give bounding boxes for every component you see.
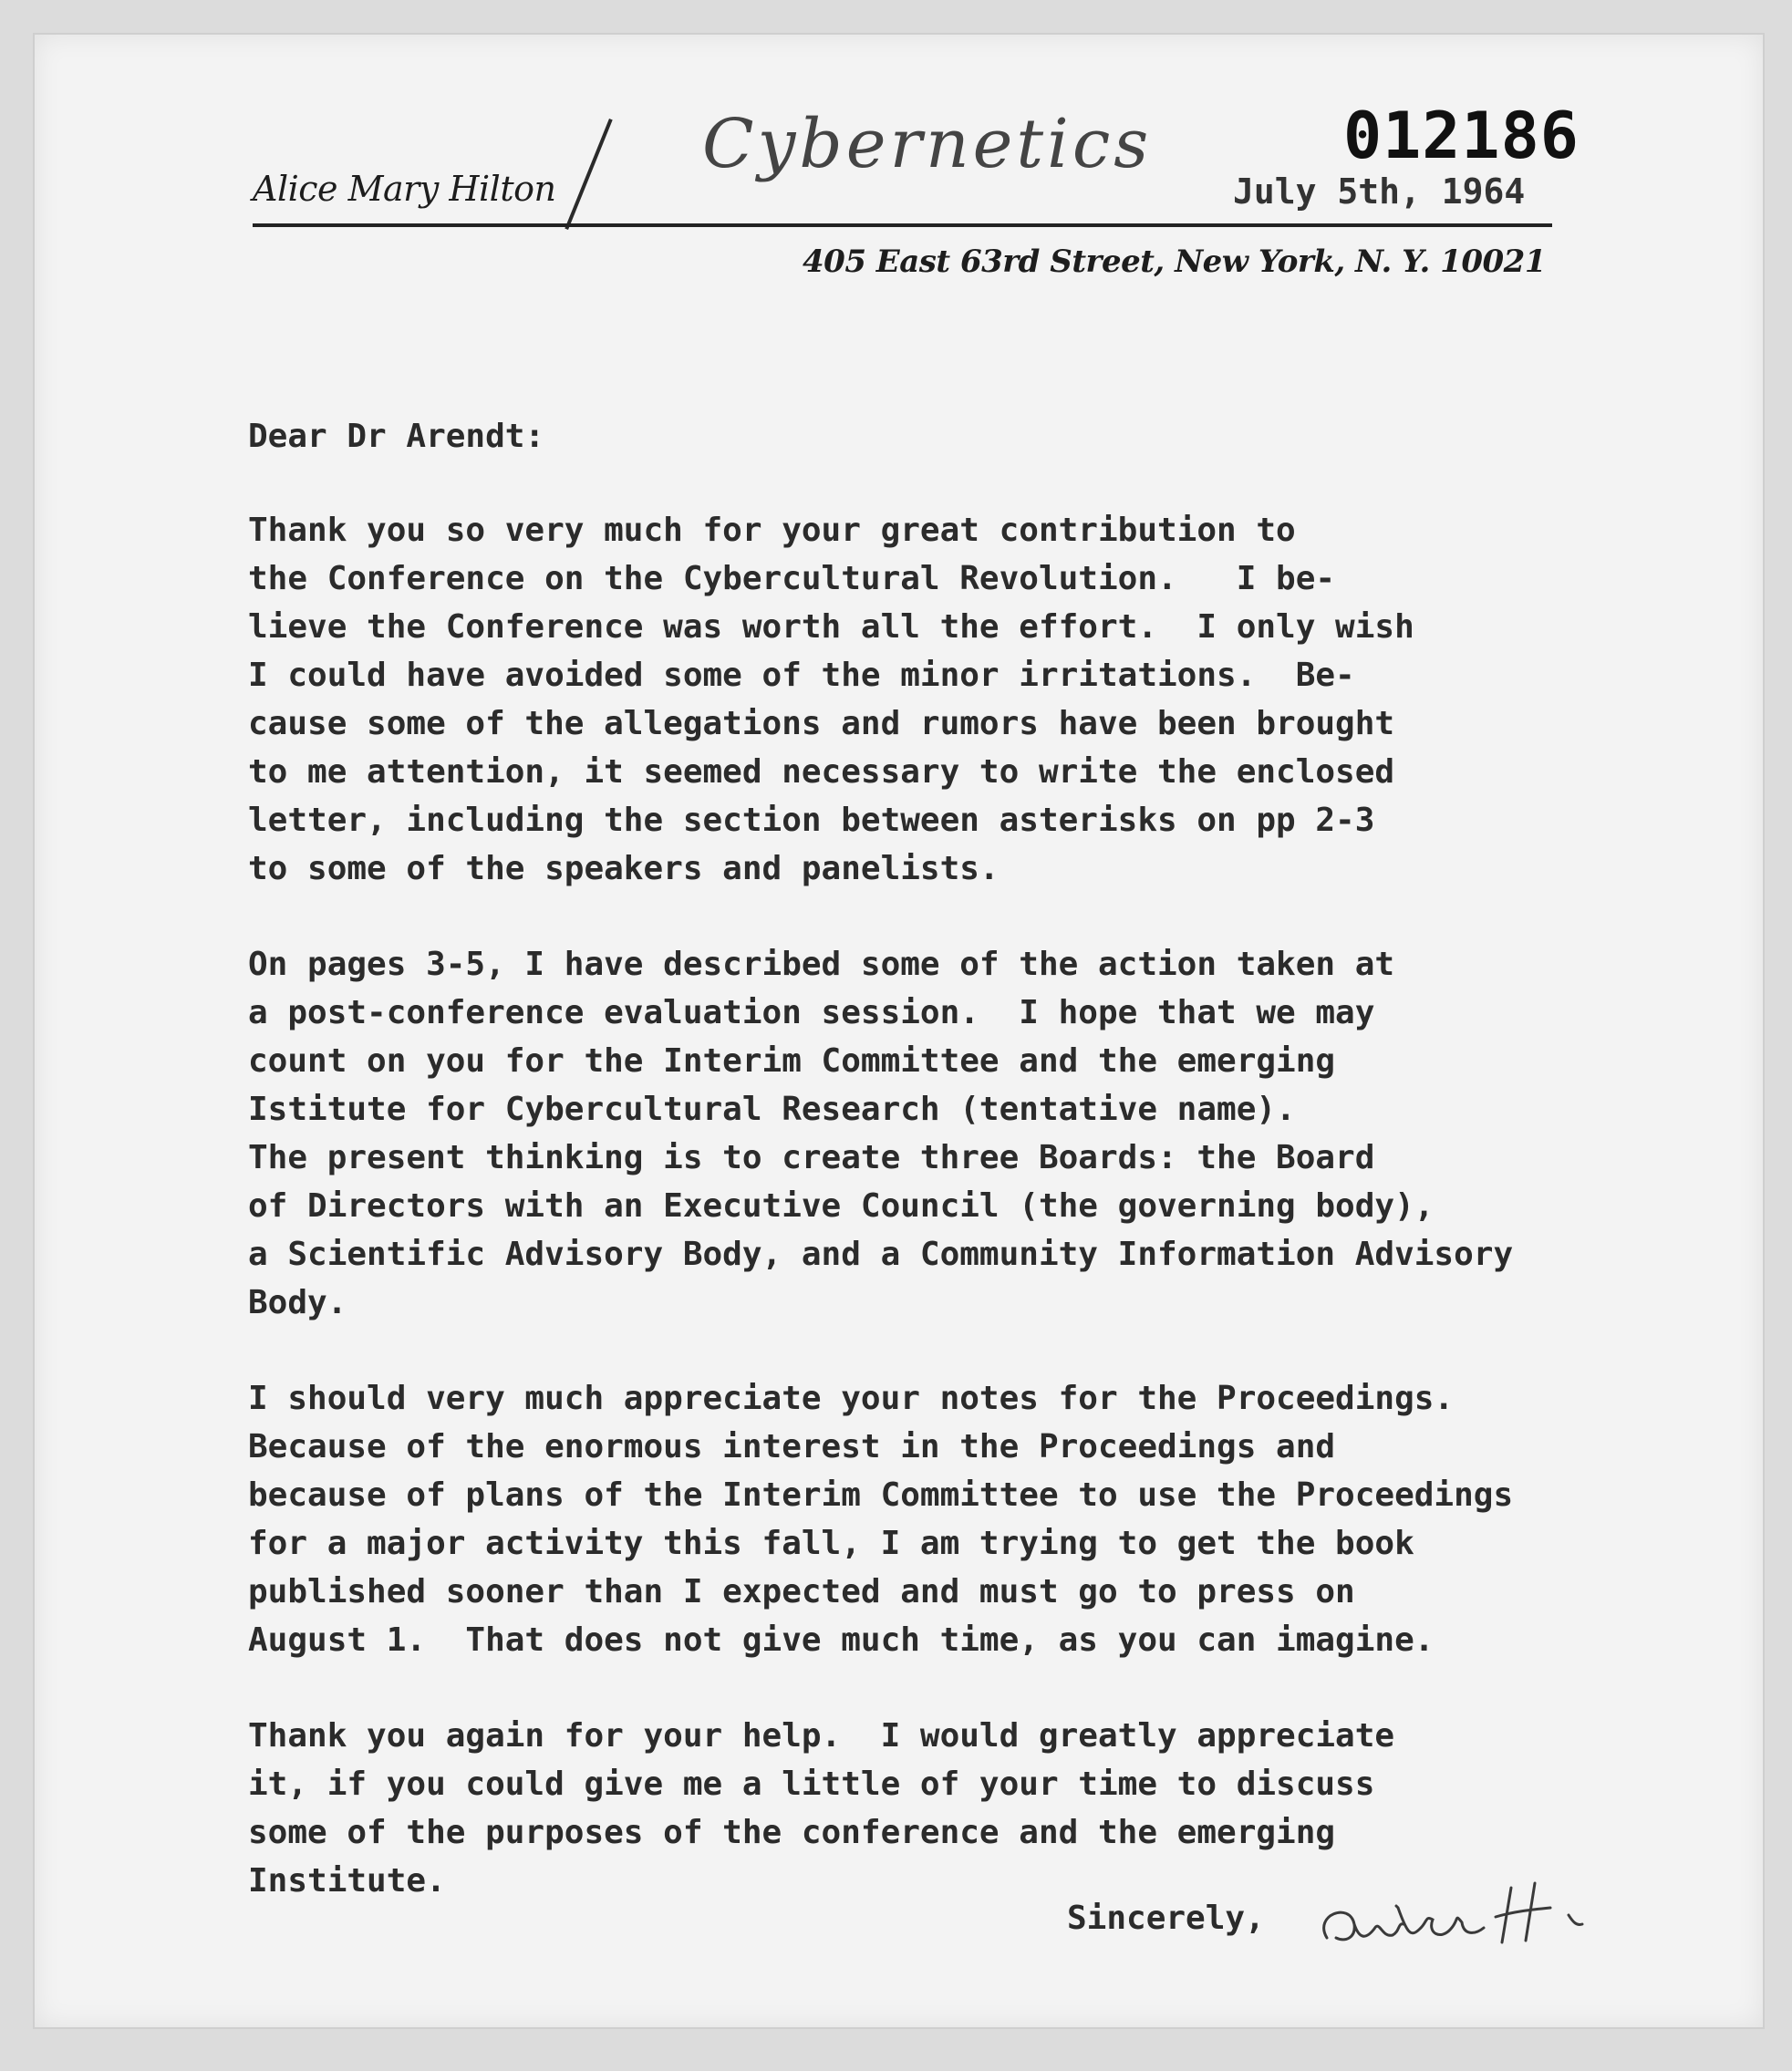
document-number-stamp: 012186 [1343, 98, 1580, 173]
text-line: of Directors with an Executive Council (the governing body), [248, 1187, 1435, 1225]
text-line: count on you for the Interim Committee and the emerging [248, 1042, 1336, 1080]
text-line: because of plans of the Interim Committee to use the Proceedings [248, 1476, 1514, 1514]
text-line: it, if you could give me a little of your time to discuss [248, 1766, 1375, 1803]
text-line: Institute. [248, 1862, 446, 1900]
text-line: Body. [248, 1284, 347, 1321]
text-line: to me attention, it seemed necessary to write the enclosed [248, 753, 1395, 791]
text-line: I could have avoided some of the minor irritations. Be- [248, 657, 1355, 694]
paragraph-3 [248, 1374, 1762, 1664]
salutation: Dear Dr Arendt: [248, 418, 545, 455]
text-line: cause some of the allegations and rumors have been brought [248, 705, 1395, 742]
closing: Sincerely, [1067, 1900, 1265, 1937]
text-line: the Conference on the Cybercultural Revolution. I be- [248, 560, 1336, 597]
text-line: for a major activity this fall, I am trying to get the book [248, 1525, 1414, 1562]
paragraph-1 [248, 506, 1762, 893]
text-line: published sooner than I expected and must go to press on [248, 1573, 1355, 1610]
paragraph-2 [248, 940, 1762, 1327]
text-line: lieve the Conference was worth all the effort. I only wish [248, 608, 1414, 646]
text-line: Thank you so very much for your great contribution to [248, 512, 1296, 549]
text-line: Istitute for Cybercultural Research (tentative name). [248, 1091, 1296, 1128]
text-line: Because of the enormous interest in the Proceedings and [248, 1428, 1336, 1465]
handwritten-subject-note: Cybernetics [702, 105, 1153, 183]
text-line: On pages 3-5, I have described some of the action taken at [248, 946, 1395, 983]
letter-body [248, 412, 1762, 1952]
letterhead-rule [253, 223, 1552, 227]
text-line: The present thinking is to create three Boards: the Board [248, 1139, 1375, 1176]
text-line: to some of the speakers and panelists. [248, 850, 1000, 887]
text-line: a post-conference evaluation session. I hope that we may [248, 994, 1375, 1031]
text-line: some of the purposes of the conference and the emerging [248, 1814, 1336, 1851]
text-line: Thank you again for your help. I would greatly appreciate [248, 1717, 1395, 1755]
text-line: a Scientific Advisory Body, and a Community Information Advisory [248, 1236, 1514, 1273]
letter-date: July 5th, 1964 [1233, 171, 1526, 212]
letterhead-name: Alice Mary Hilton [253, 169, 556, 209]
text-line: August 1. That does not give much time, as you can imagine. [248, 1621, 1435, 1659]
letterhead-address: 405 East 63rd Street, New York, N. Y. 10021 [803, 243, 1546, 280]
handwritten-signature [1309, 1851, 1600, 1961]
text-line: letter, including the section between asterisks on pp 2-3 [248, 802, 1375, 839]
text-line: I should very much appreciate your notes for the Proceedings. [248, 1380, 1455, 1417]
